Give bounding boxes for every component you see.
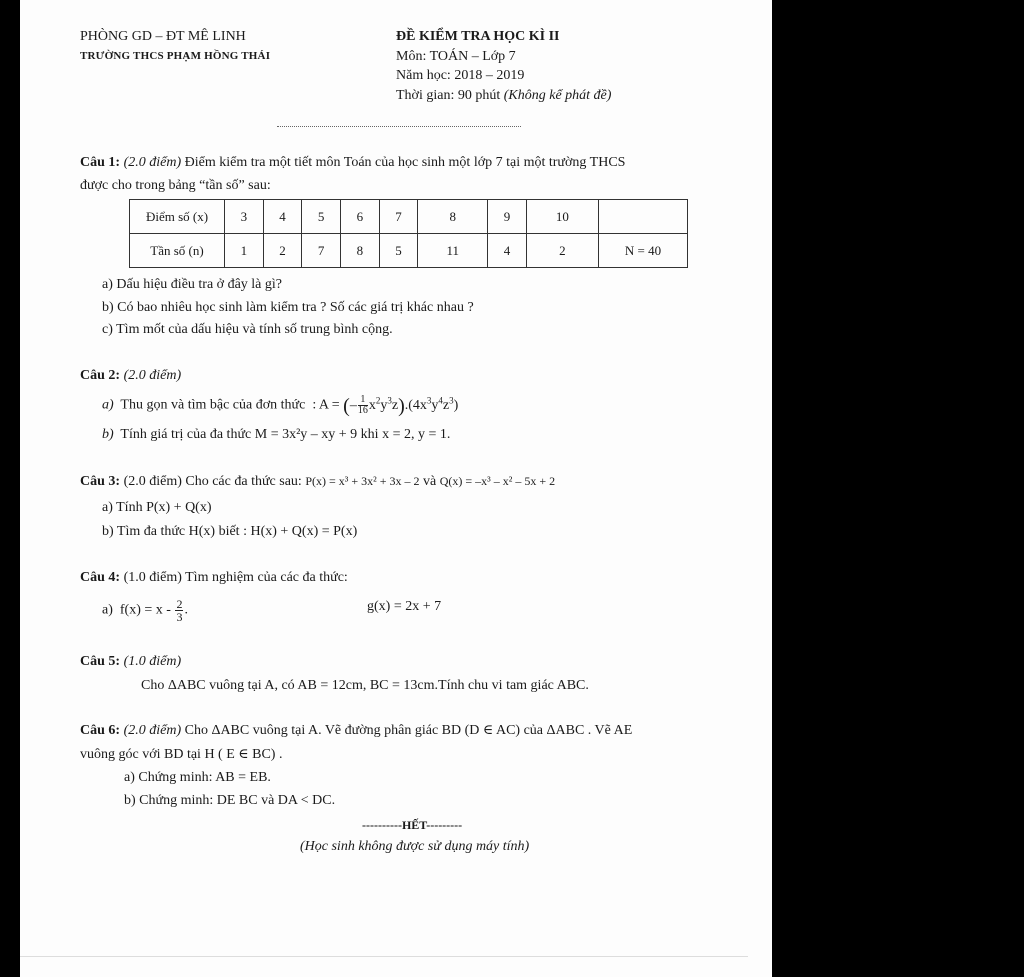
monomial-expression: (– $\frac{1}{16}$ $x^2y^3z).(4x^3y^4z^3)$ <box>343 394 459 417</box>
q2-heading <box>80 367 181 385</box>
q4-a-label: a) <box>102 602 113 618</box>
table-cell: 8 <box>341 234 380 268</box>
table-cell-empty <box>599 200 688 234</box>
q4-part-g: g(x) = 2x + 7 <box>367 599 442 614</box>
header-divider <box>277 126 521 127</box>
q6-part-a: a) Chứng minh: AB = EB. <box>124 770 271 785</box>
school-year: Năm học: 2018 – 2019 <box>396 68 525 83</box>
table-cell: 4 <box>263 200 302 234</box>
time-note: (Không kể phát đề) <box>503 88 612 103</box>
q2-a-label: a) <box>102 397 114 413</box>
q4-part-a: a) f(x) = x - $\frac{2}{3}$ . <box>102 597 188 624</box>
q1-line1 <box>80 154 625 172</box>
q4-label: Câu 4: <box>80 570 121 585</box>
q1-points: (2.0 điểm) <box>123 155 182 170</box>
q5-points: (1.0 điểm) <box>123 654 182 669</box>
q3-label: Câu 3: <box>80 474 121 489</box>
school-name: TRƯỜNG THCS PHẠM HỒNG THÁI <box>80 50 271 62</box>
end-marker: ----------HẾT--------- <box>362 818 463 832</box>
q1-part-a: a) Dấu hiệu điều tra ở đây là gì? <box>102 277 282 292</box>
q6-text-1: Cho ΔABC vuông tại A. Vẽ đường phân giác BD (D ∈ AC) của ΔABC . Vẽ AE <box>184 723 633 738</box>
q2-part-a <box>102 395 458 416</box>
bottom-divider <box>20 956 748 957</box>
q5-label: Câu 5: <box>80 654 121 669</box>
q2-a-lead: : A = <box>312 397 340 413</box>
table-cell: 11 <box>418 234 488 268</box>
time-label: Thời gian: 90 phút <box>396 88 501 103</box>
frequency-table <box>129 199 688 268</box>
table-cell: 5 <box>379 234 418 268</box>
table-cell: 5 <box>302 200 341 234</box>
exam-title: ĐỀ KIỂM TRA HỌC KÌ II <box>396 29 560 44</box>
q4-intro: (1.0 điểm) Tìm nghiệm của các đa thức: <box>123 570 348 585</box>
table-row-scores <box>130 200 688 234</box>
q1-text-2: được cho trong bảng “tần số” sau: <box>80 178 271 193</box>
q2-b-label: b) <box>102 427 114 442</box>
q5-heading <box>80 653 181 671</box>
q3-line <box>80 472 555 491</box>
subject-line: Môn: TOÁN – Lớp 7 <box>396 49 516 64</box>
q2-b-text: Tính giá trị của đa thức M = 3x²y – xy + 9 khi x = 2, y = 1. <box>120 427 451 442</box>
dept-name: PHÒNG GD – ĐT MÊ LINH <box>80 29 246 44</box>
q3-poly-p: P(x) = x³ + 3x² + 3x – 2 <box>305 474 420 488</box>
q4-a-lead: f(x) = x - <box>119 602 171 618</box>
table-cell: 8 <box>418 200 488 234</box>
exam-paper <box>20 0 772 977</box>
table-cell: 2 <box>526 234 598 268</box>
fraction: $\frac{1}{16}$ <box>357 394 368 416</box>
q6-part-b: b) Chứng minh: DE BC và DA < DC. <box>124 793 336 808</box>
table-cell: 10 <box>526 200 598 234</box>
q3-part-b: b) Tìm đa thức H(x) biết : H(x) + Q(x) = P(x) <box>102 524 358 539</box>
table-header-frequency: Tần số (n) <box>130 234 225 268</box>
fraction: $\frac{2}{3}$ <box>176 597 183 624</box>
q4-line <box>80 569 348 587</box>
q2-label: Câu 2: <box>80 368 121 383</box>
q3-intro: (2.0 điểm) Cho các đa thức sau: <box>123 474 302 489</box>
table-header-score: Điểm số (x) <box>130 200 225 234</box>
q3-part-a: a) Tính P(x) + Q(x) <box>102 500 212 515</box>
table-cell: 7 <box>302 234 341 268</box>
q3-and: và <box>423 474 437 489</box>
q6-text-2: vuông góc với BD tại H ( E ∈ BC) . <box>80 747 283 762</box>
table-cell: 9 <box>488 200 527 234</box>
time-line <box>396 87 611 105</box>
q1-part-b: b) Có bao nhiêu học sinh làm kiểm tra ? Số các giá trị khác nhau ? <box>102 300 474 315</box>
table-cell: 1 <box>225 234 264 268</box>
q2-part-b <box>102 426 450 444</box>
q2-points: (2.0 điểm) <box>123 368 182 383</box>
table-cell: 2 <box>263 234 302 268</box>
q3-poly-q: Q(x) = –x³ – x² – 5x + 2 <box>439 474 556 488</box>
q6-line1 <box>80 722 632 740</box>
table-cell: 4 <box>488 234 527 268</box>
table-cell: 7 <box>379 200 418 234</box>
q5-text: Cho ΔABC vuông tại A, có AB = 12cm, BC = 13cm.Tính chu vi tam giác ABC. <box>141 678 589 693</box>
table-row-frequency <box>130 234 688 268</box>
q6-points: (2.0 điểm) <box>123 723 182 738</box>
q2-a-text: Thu gọn và tìm bậc của đơn thức <box>120 397 306 413</box>
q1-part-c: c) Tìm mốt của dấu hiệu và tính số trung bình cộng. <box>102 322 393 337</box>
table-cell: 6 <box>341 200 380 234</box>
footer-note: (Học sinh không được sử dụng máy tính) <box>300 839 530 854</box>
table-cell-total: N = 40 <box>599 234 688 268</box>
table-cell: 3 <box>225 200 264 234</box>
q1-text-1: Điểm kiểm tra một tiết môn Toán của học sinh một lớp 7 tại một trường THCS <box>184 155 626 170</box>
q1-label: Câu 1: <box>80 155 121 170</box>
q6-label: Câu 6: <box>80 723 121 738</box>
